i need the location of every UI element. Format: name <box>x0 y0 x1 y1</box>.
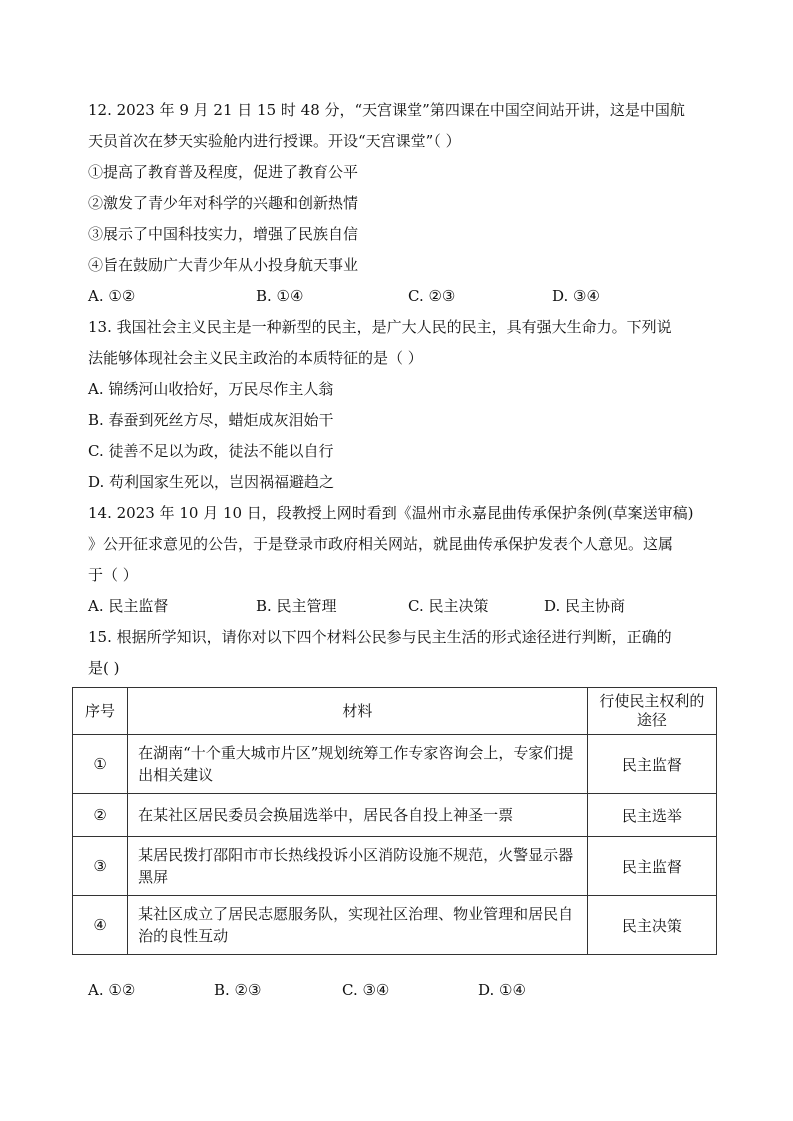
q15-option-c[interactable]: C. ③④ <box>342 981 390 999</box>
row-material: 在某社区居民委员会换届选举中，居民各自投上神圣一票 <box>128 794 588 837</box>
q14-stem-line2: 》公开征求意见的公告，于是登录市政府相关网站，就昆曲传承保护发表个人意见。这属 <box>88 535 674 553</box>
q14-stem-line3: 于（ ） <box>88 566 138 584</box>
q13-option-c[interactable]: C. 徒善不足以为政，徒法不能以自行 <box>88 442 334 460</box>
table-header-row <box>73 688 717 735</box>
q12-stem-line1: 12. 2023 年 9 月 21 日 15 时 48 分，“天宫课堂”第四课在中国空间站开讲，这是中国航 <box>88 101 685 119</box>
q15-option-d[interactable]: D. ①④ <box>478 981 526 999</box>
q13-stem-line2: 法能够体现社会主义民主政治的本质特征的是（ ） <box>88 349 423 367</box>
q12-option-a[interactable]: A. ①② <box>88 287 136 305</box>
q13-option-a[interactable]: A. 锦绣河山收拾好，万民尽作主人翁 <box>88 380 334 398</box>
q14-stem-line1: 14. 2023 年 10 月 10 日，段教授上网时看到《温州市永嘉昆曲传承保护条例(草案送审稿) <box>88 504 694 522</box>
header-way: 行使民主权利的途径 <box>587 688 716 735</box>
row-material: 在湖南“十个重大城市片区”规划统筹工作专家咨询会上，专家们提出相关建议 <box>128 735 588 794</box>
q12-item-1: ①提高了教育普及程度，促进了教育公平 <box>88 163 359 181</box>
q13-option-b[interactable]: B. 春蚕到死丝方尽，蜡炬成灰泪始干 <box>88 411 334 429</box>
q13-stem-line1: 13. 我国社会主义民主是一种新型的民主，是广大人民的民主，具有强大生命力。下列说 <box>88 318 672 336</box>
q15-stem-line1: 15. 根据所学知识，请你对以下四个材料公民参与民主生活的形式途径进行判断，正确的 <box>88 628 672 646</box>
q14-option-c[interactable]: C. 民主决策 <box>408 597 489 615</box>
q15-material-table <box>72 687 717 955</box>
table-row <box>73 896 717 955</box>
row-number: ④ <box>73 896 128 955</box>
row-number: ③ <box>73 837 128 896</box>
q15-option-a[interactable]: A. ①② <box>88 981 136 999</box>
row-way: 民主决策 <box>587 896 716 955</box>
q12-option-c[interactable]: C. ②③ <box>408 287 456 305</box>
q15-stem-line2: 是( ) <box>88 659 120 677</box>
table-row <box>73 735 717 794</box>
q15-options <box>88 975 526 1006</box>
q15-option-b[interactable]: B. ②③ <box>214 981 262 999</box>
row-way: 民主监督 <box>587 735 716 794</box>
q12-option-d[interactable]: D. ③④ <box>552 287 600 305</box>
row-way: 民主监督 <box>587 837 716 896</box>
q14-option-a[interactable]: A. 民主监督 <box>88 597 169 615</box>
q12-option-b[interactable]: B. ①④ <box>256 287 304 305</box>
header-number: 序号 <box>73 688 128 735</box>
q14-option-d[interactable]: D. 民主协商 <box>544 597 626 615</box>
row-number: ② <box>73 794 128 837</box>
q12-stem-line2: 天员首次在梦天实验舱内进行授课。开设“天宫课堂”（ ） <box>88 132 461 150</box>
row-material: 某社区成立了居民志愿服务队，实现社区治理、物业管理和居民自治的良性互动 <box>128 896 588 955</box>
question-sheet <box>88 95 720 684</box>
q14-option-b[interactable]: B. 民主管理 <box>256 597 337 615</box>
row-number: ① <box>73 735 128 794</box>
q12-item-3: ③展示了中国科技实力，增强了民族自信 <box>88 225 359 243</box>
table-row <box>73 837 717 896</box>
row-material: 某居民拨打邵阳市市长热线投诉小区消防设施不规范，火警显示器黑屏 <box>128 837 588 896</box>
q14-options <box>88 591 720 622</box>
q12-item-2: ②激发了青少年对科学的兴趣和创新热情 <box>88 194 359 212</box>
q13-option-d[interactable]: D. 苟利国家生死以，岂因祸福避趋之 <box>88 473 335 491</box>
row-way: 民主选举 <box>587 794 716 837</box>
q12-options <box>88 281 720 312</box>
table-row <box>73 794 717 837</box>
q12-item-4: ④旨在鼓励广大青少年从小投身航天事业 <box>88 256 359 274</box>
header-material: 材料 <box>128 688 588 735</box>
